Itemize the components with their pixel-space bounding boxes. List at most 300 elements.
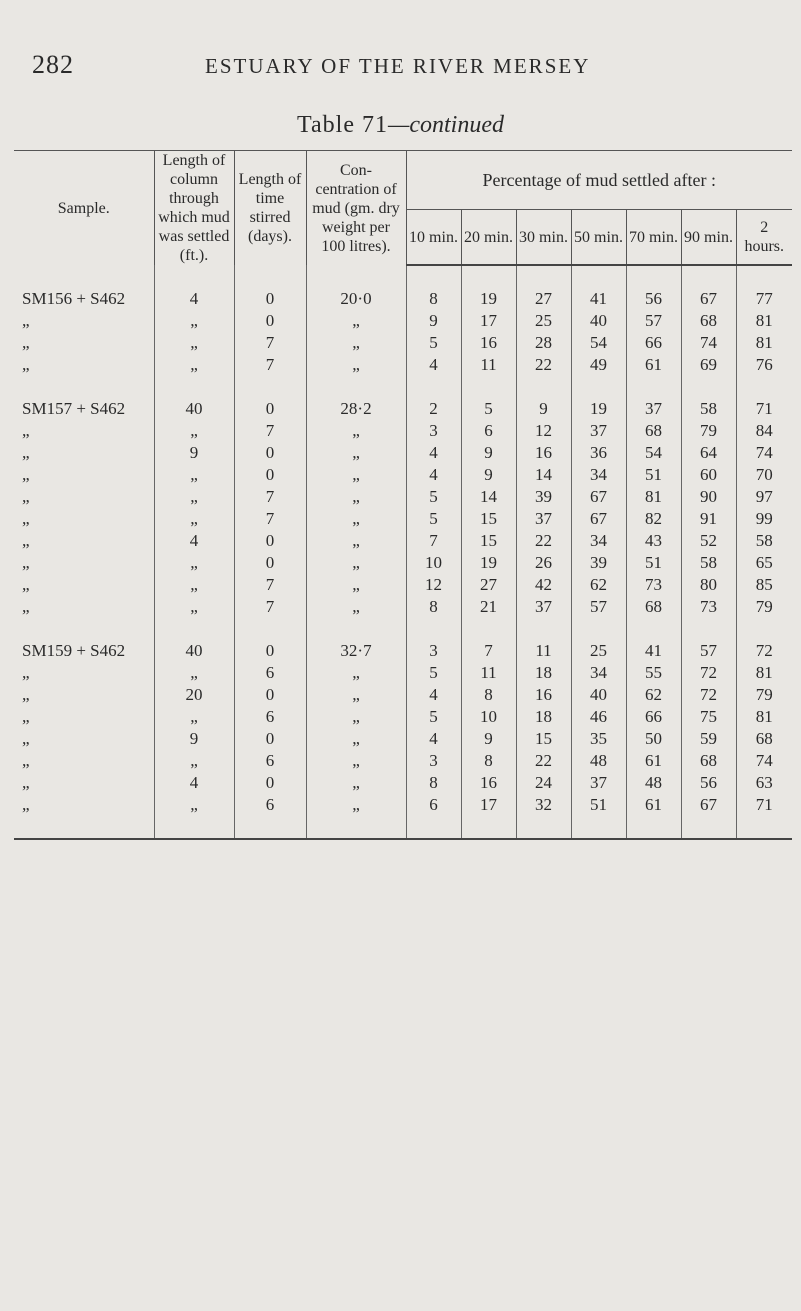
cell-percentage: 35 — [571, 728, 626, 750]
cell-percentage: 81 — [736, 706, 792, 728]
table-row — [14, 640, 792, 662]
spacer-row — [14, 816, 792, 839]
cell-percentage: 68 — [681, 310, 736, 332]
header-interval: 30 min. — [516, 210, 571, 265]
cell-length: „ — [154, 486, 234, 508]
spacer-cell — [14, 265, 154, 288]
spacer-cell — [406, 265, 461, 288]
cell-concentration: 20·0 — [306, 288, 406, 310]
cell-percentage: 5 — [406, 332, 461, 354]
cell-percentage: 22 — [516, 354, 571, 376]
spacer-cell — [461, 816, 516, 839]
cell-percentage: 61 — [626, 354, 681, 376]
cell-percentage: 3 — [406, 640, 461, 662]
cell-percentage: 40 — [571, 310, 626, 332]
cell-percentage: 17 — [461, 310, 516, 332]
cell-percentage: 52 — [681, 530, 736, 552]
cell-percentage: 79 — [681, 420, 736, 442]
cell-percentage: 80 — [681, 574, 736, 596]
cell-percentage: 60 — [681, 464, 736, 486]
cell-time: 0 — [234, 530, 306, 552]
cell-percentage: 70 — [736, 464, 792, 486]
cell-concentration: „ — [306, 420, 406, 442]
cell-time: 0 — [234, 728, 306, 750]
spacer-cell — [681, 816, 736, 839]
cell-percentage: 75 — [681, 706, 736, 728]
cell-percentage: 50 — [626, 728, 681, 750]
cell-percentage: 8 — [406, 288, 461, 310]
cell-percentage: 72 — [736, 640, 792, 662]
cell-percentage: 5 — [461, 398, 516, 420]
cell-percentage: 77 — [736, 288, 792, 310]
table-row — [14, 574, 792, 596]
cell-percentage: 6 — [461, 420, 516, 442]
cell-sample: „ — [22, 487, 30, 506]
cell-percentage: 51 — [626, 552, 681, 574]
cell-percentage: 36 — [571, 442, 626, 464]
cell-percentage: 10 — [406, 552, 461, 574]
cell-percentage: 67 — [681, 794, 736, 816]
spacer-cell — [461, 376, 516, 398]
spacer-cell — [571, 816, 626, 839]
cell-percentage: 40 — [571, 684, 626, 706]
cell-percentage: 81 — [736, 332, 792, 354]
cell-time: 7 — [234, 486, 306, 508]
spacer-cell — [571, 618, 626, 640]
cell-time: 0 — [234, 288, 306, 310]
spacer-cell — [234, 376, 306, 398]
cell-percentage: 37 — [571, 420, 626, 442]
cell-percentage: 7 — [406, 530, 461, 552]
header-length-of-column: Length of column through which mud was settled (ft.). — [154, 151, 234, 266]
cell-percentage: 84 — [736, 420, 792, 442]
cell-percentage: 61 — [626, 794, 681, 816]
cell-length: „ — [154, 420, 234, 442]
cell-time: 7 — [234, 508, 306, 530]
cell-percentage: 81 — [626, 486, 681, 508]
cell-concentration: „ — [306, 574, 406, 596]
cell-percentage: 56 — [626, 288, 681, 310]
spacer-cell — [736, 265, 792, 288]
cell-length: „ — [154, 574, 234, 596]
cell-percentage: 69 — [681, 354, 736, 376]
cell-concentration: „ — [306, 728, 406, 750]
spacer-cell — [571, 376, 626, 398]
cell-sample: „ — [22, 355, 30, 374]
spacer-cell — [736, 376, 792, 398]
cell-percentage: 73 — [626, 574, 681, 596]
table-row — [14, 728, 792, 750]
cell-concentration: „ — [306, 530, 406, 552]
cell-percentage: 57 — [626, 310, 681, 332]
cell-percentage: 51 — [571, 794, 626, 816]
cell-percentage: 43 — [626, 530, 681, 552]
cell-length: „ — [154, 464, 234, 486]
cell-concentration: „ — [306, 684, 406, 706]
cell-percentage: 17 — [461, 794, 516, 816]
cell-percentage: 26 — [516, 552, 571, 574]
cell-percentage: 4 — [406, 354, 461, 376]
cell-percentage: 57 — [571, 596, 626, 618]
cell-sample: SM156 + S462 — [22, 289, 126, 308]
cell-length: „ — [154, 706, 234, 728]
header-percentage-group: Percentage of mud settled after : — [406, 151, 792, 210]
cell-percentage: 8 — [461, 750, 516, 772]
table-row — [14, 750, 792, 772]
spacer-cell — [461, 618, 516, 640]
cell-percentage: 57 — [681, 640, 736, 662]
cell-sample: „ — [22, 443, 30, 462]
cell-sample: „ — [22, 311, 30, 330]
cell-length: „ — [154, 332, 234, 354]
cell-time: 6 — [234, 662, 306, 684]
cell-sample: „ — [22, 597, 30, 616]
cell-length: „ — [154, 662, 234, 684]
cell-percentage: 11 — [516, 640, 571, 662]
cell-percentage: 9 — [461, 442, 516, 464]
cell-percentage: 19 — [461, 288, 516, 310]
cell-percentage: 79 — [736, 596, 792, 618]
cell-percentage: 81 — [736, 662, 792, 684]
spacer-cell — [406, 618, 461, 640]
cell-percentage: 39 — [571, 552, 626, 574]
cell-percentage: 16 — [516, 684, 571, 706]
spacer-cell — [681, 265, 736, 288]
cell-percentage: 8 — [406, 596, 461, 618]
cell-time: 7 — [234, 574, 306, 596]
spacer-cell — [516, 376, 571, 398]
cell-sample: „ — [22, 751, 30, 770]
cell-percentage: 58 — [736, 530, 792, 552]
table-row — [14, 596, 792, 618]
cell-time: 0 — [234, 552, 306, 574]
cell-percentage: 66 — [626, 332, 681, 354]
spacer-row — [14, 618, 792, 640]
data-table — [14, 150, 792, 840]
spacer-cell — [736, 816, 792, 839]
cell-percentage: 81 — [736, 310, 792, 332]
spacer-row — [14, 265, 792, 288]
cell-time: 7 — [234, 354, 306, 376]
spacer-cell — [154, 816, 234, 839]
cell-percentage: 54 — [571, 332, 626, 354]
cell-percentage: 62 — [571, 574, 626, 596]
cell-percentage: 27 — [516, 288, 571, 310]
cell-sample: „ — [22, 465, 30, 484]
cell-time: 0 — [234, 464, 306, 486]
cell-time: 0 — [234, 310, 306, 332]
cell-length: 40 — [154, 398, 234, 420]
spacer-cell — [516, 265, 571, 288]
spacer-row — [14, 376, 792, 398]
header-interval: 90 min. — [681, 210, 736, 265]
cell-percentage: 28 — [516, 332, 571, 354]
cell-percentage: 15 — [516, 728, 571, 750]
cell-concentration: „ — [306, 464, 406, 486]
cell-percentage: 42 — [516, 574, 571, 596]
cell-percentage: 58 — [681, 552, 736, 574]
cell-percentage: 32 — [516, 794, 571, 816]
cell-percentage: 16 — [461, 332, 516, 354]
cell-percentage: 56 — [681, 772, 736, 794]
cell-length: „ — [154, 596, 234, 618]
table-row — [14, 486, 792, 508]
cell-percentage: 18 — [516, 662, 571, 684]
spacer-cell — [626, 376, 681, 398]
spacer-cell — [154, 618, 234, 640]
spacer-cell — [406, 376, 461, 398]
cell-length: „ — [154, 508, 234, 530]
cell-percentage: 11 — [461, 662, 516, 684]
header-interval: 2 hours. — [736, 210, 792, 265]
spacer-cell — [306, 816, 406, 839]
cell-percentage: 34 — [571, 662, 626, 684]
cell-percentage: 4 — [406, 464, 461, 486]
cell-percentage: 39 — [516, 486, 571, 508]
cell-sample: „ — [22, 509, 30, 528]
cell-percentage: 12 — [516, 420, 571, 442]
spacer-cell — [516, 618, 571, 640]
cell-concentration: „ — [306, 772, 406, 794]
cell-percentage: 5 — [406, 706, 461, 728]
table-row — [14, 794, 792, 816]
page-number: 282 — [32, 50, 74, 79]
spacer-cell — [306, 265, 406, 288]
cell-percentage: 37 — [516, 508, 571, 530]
cell-percentage: 2 — [406, 398, 461, 420]
cell-percentage: 48 — [571, 750, 626, 772]
cell-length: „ — [154, 552, 234, 574]
header-interval: 70 min. — [626, 210, 681, 265]
cell-percentage: 61 — [626, 750, 681, 772]
cell-percentage: 64 — [681, 442, 736, 464]
cell-percentage: 67 — [681, 288, 736, 310]
cell-percentage: 46 — [571, 706, 626, 728]
cell-concentration: „ — [306, 486, 406, 508]
cell-percentage: 15 — [461, 530, 516, 552]
header-sample: Sample. — [14, 151, 154, 266]
cell-percentage: 22 — [516, 530, 571, 552]
cell-percentage: 8 — [406, 772, 461, 794]
cell-percentage: 91 — [681, 508, 736, 530]
cell-percentage: 27 — [461, 574, 516, 596]
cell-concentration: „ — [306, 508, 406, 530]
spacer-cell — [626, 618, 681, 640]
cell-percentage: 74 — [736, 442, 792, 464]
cell-percentage: 55 — [626, 662, 681, 684]
cell-percentage: 71 — [736, 794, 792, 816]
cell-percentage: 48 — [626, 772, 681, 794]
cell-sample: „ — [22, 575, 30, 594]
cell-percentage: 5 — [406, 486, 461, 508]
cell-percentage: 41 — [571, 288, 626, 310]
table-title — [0, 112, 801, 139]
cell-concentration: „ — [306, 332, 406, 354]
spacer-cell — [626, 265, 681, 288]
cell-sample: „ — [22, 795, 30, 814]
spacer-cell — [571, 265, 626, 288]
cell-percentage: 74 — [681, 332, 736, 354]
cell-percentage: 22 — [516, 750, 571, 772]
table-row — [14, 332, 792, 354]
cell-percentage: 14 — [516, 464, 571, 486]
cell-concentration: „ — [306, 442, 406, 464]
cell-percentage: 37 — [626, 398, 681, 420]
spacer-cell — [14, 618, 154, 640]
cell-sample: „ — [22, 707, 30, 726]
spacer-cell — [681, 618, 736, 640]
cell-percentage: 97 — [736, 486, 792, 508]
cell-percentage: 3 — [406, 750, 461, 772]
cell-percentage: 67 — [571, 508, 626, 530]
cell-concentration: „ — [306, 706, 406, 728]
cell-time: 7 — [234, 596, 306, 618]
cell-percentage: 12 — [406, 574, 461, 596]
cell-time: 6 — [234, 706, 306, 728]
table-title-suffix: —continued — [387, 112, 504, 138]
cell-percentage: 68 — [736, 728, 792, 750]
cell-percentage: 90 — [681, 486, 736, 508]
table-row — [14, 354, 792, 376]
cell-percentage: 72 — [681, 662, 736, 684]
table-row — [14, 772, 792, 794]
table-row — [14, 310, 792, 332]
cell-percentage: 19 — [571, 398, 626, 420]
cell-percentage: 21 — [461, 596, 516, 618]
cell-time: 6 — [234, 750, 306, 772]
cell-percentage: 5 — [406, 508, 461, 530]
spacer-cell — [306, 618, 406, 640]
cell-time: 6 — [234, 794, 306, 816]
cell-percentage: 63 — [736, 772, 792, 794]
cell-concentration: „ — [306, 750, 406, 772]
spacer-cell — [306, 376, 406, 398]
cell-percentage: 68 — [626, 596, 681, 618]
cell-percentage: 15 — [461, 508, 516, 530]
cell-percentage: 4 — [406, 684, 461, 706]
cell-percentage: 18 — [516, 706, 571, 728]
cell-percentage: 76 — [736, 354, 792, 376]
spacer-cell — [406, 816, 461, 839]
page-header — [0, 50, 801, 90]
cell-length: 4 — [154, 530, 234, 552]
cell-length: 4 — [154, 772, 234, 794]
cell-sample: SM159 + S462 — [22, 641, 126, 660]
table-row — [14, 442, 792, 464]
table-row — [14, 508, 792, 530]
header-interval: 10 min. — [406, 210, 461, 265]
cell-percentage: 82 — [626, 508, 681, 530]
cell-length: „ — [154, 310, 234, 332]
cell-concentration: „ — [306, 662, 406, 684]
cell-sample: „ — [22, 685, 30, 704]
cell-percentage: 67 — [571, 486, 626, 508]
cell-percentage: 68 — [681, 750, 736, 772]
cell-percentage: 41 — [626, 640, 681, 662]
spacer-cell — [234, 816, 306, 839]
cell-percentage: 99 — [736, 508, 792, 530]
cell-sample: „ — [22, 729, 30, 748]
cell-time: 0 — [234, 772, 306, 794]
header-length-of-time: Length of time stirred (days). — [234, 151, 306, 266]
spacer-cell — [154, 376, 234, 398]
spacer-cell — [234, 618, 306, 640]
table-row — [14, 530, 792, 552]
cell-length: „ — [154, 750, 234, 772]
cell-percentage: 58 — [681, 398, 736, 420]
cell-percentage: 11 — [461, 354, 516, 376]
cell-percentage: 5 — [406, 662, 461, 684]
cell-sample: „ — [22, 663, 30, 682]
cell-percentage: 7 — [461, 640, 516, 662]
spacer-cell — [461, 265, 516, 288]
cell-percentage: 8 — [461, 684, 516, 706]
cell-percentage: 9 — [406, 310, 461, 332]
spacer-cell — [14, 816, 154, 839]
cell-percentage: 49 — [571, 354, 626, 376]
cell-percentage: 79 — [736, 684, 792, 706]
cell-percentage: 3 — [406, 420, 461, 442]
cell-concentration: 32·7 — [306, 640, 406, 662]
cell-length: 9 — [154, 728, 234, 750]
cell-sample: „ — [22, 531, 30, 550]
cell-length: „ — [154, 354, 234, 376]
cell-percentage: 34 — [571, 530, 626, 552]
cell-sample: „ — [22, 421, 30, 440]
cell-percentage: 66 — [626, 706, 681, 728]
cell-time: 0 — [234, 684, 306, 706]
table-body — [14, 265, 792, 839]
cell-percentage: 65 — [736, 552, 792, 574]
header-concentration: Con-centration of mud (gm. dry weight per 100 litres). — [306, 151, 406, 266]
cell-concentration: „ — [306, 552, 406, 574]
cell-concentration: „ — [306, 794, 406, 816]
spacer-cell — [626, 816, 681, 839]
cell-concentration: 28·2 — [306, 398, 406, 420]
cell-percentage: 9 — [516, 398, 571, 420]
table-row — [14, 706, 792, 728]
cell-time: 7 — [234, 420, 306, 442]
spacer-cell — [516, 816, 571, 839]
cell-length: „ — [154, 794, 234, 816]
cell-percentage: 85 — [736, 574, 792, 596]
cell-length: 40 — [154, 640, 234, 662]
header-interval: 50 min. — [571, 210, 626, 265]
cell-sample: „ — [22, 553, 30, 572]
cell-time: 0 — [234, 442, 306, 464]
cell-percentage: 74 — [736, 750, 792, 772]
table-row — [14, 552, 792, 574]
cell-percentage: 4 — [406, 442, 461, 464]
cell-time: 0 — [234, 398, 306, 420]
table-row — [14, 288, 792, 310]
cell-percentage: 16 — [516, 442, 571, 464]
table-row — [14, 662, 792, 684]
cell-percentage: 37 — [571, 772, 626, 794]
cell-percentage: 9 — [461, 464, 516, 486]
cell-length: 9 — [154, 442, 234, 464]
spacer-cell — [234, 265, 306, 288]
cell-percentage: 6 — [406, 794, 461, 816]
cell-concentration: „ — [306, 310, 406, 332]
cell-concentration: „ — [306, 596, 406, 618]
cell-percentage: 34 — [571, 464, 626, 486]
cell-percentage: 14 — [461, 486, 516, 508]
spacer-cell — [736, 618, 792, 640]
cell-sample: „ — [22, 333, 30, 352]
cell-percentage: 62 — [626, 684, 681, 706]
cell-percentage: 10 — [461, 706, 516, 728]
